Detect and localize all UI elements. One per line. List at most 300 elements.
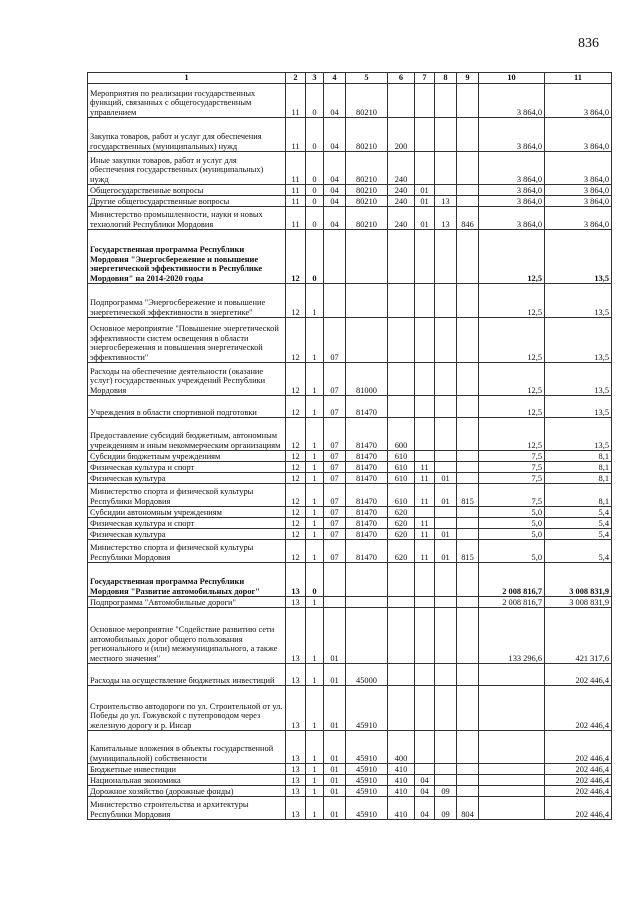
header-col-11: 11 — [545, 73, 612, 84]
ministry-code-cell — [457, 786, 479, 797]
program-code-cell: 12 — [286, 318, 306, 363]
amount-2019-cell: 7,5 — [479, 462, 545, 473]
amount-2020-cell: 8,1 — [545, 484, 612, 507]
program-code-cell: 13 — [286, 597, 306, 608]
activity-code-cell: 07 — [324, 396, 346, 418]
ministry-code-cell — [457, 775, 479, 786]
expense-type-cell — [388, 664, 415, 686]
subsection-cell — [435, 563, 457, 597]
activity-code-cell: 01 — [324, 764, 346, 775]
activity-code-cell — [324, 284, 346, 318]
subsection-cell — [435, 775, 457, 786]
header-col-8: 8 — [435, 73, 457, 84]
table-row — [88, 664, 612, 686]
subprogram-code-cell: 0 — [306, 118, 324, 152]
table-row — [88, 418, 612, 451]
header-row — [88, 73, 612, 84]
table-row — [88, 731, 612, 764]
subsection-cell — [435, 418, 457, 451]
expense-type-cell — [388, 597, 415, 608]
subprogram-code-cell: 1 — [306, 418, 324, 451]
section-cell: 11 — [415, 462, 435, 473]
amount-2020-cell: 3 864,0 — [545, 152, 612, 185]
amount-2020-cell: 5,4 — [545, 529, 612, 540]
amount-2019-cell — [479, 775, 545, 786]
expense-type-cell — [388, 284, 415, 318]
activity-code-cell: 07 — [324, 418, 346, 451]
section-cell: 04 — [415, 797, 435, 820]
subprogram-code-cell: 1 — [306, 608, 324, 664]
expense-type-cell: 410 — [388, 775, 415, 786]
subprogram-code-cell: 1 — [306, 451, 324, 462]
program-code-cell: 12 — [286, 363, 306, 396]
item-name-cell: Физическая культура и спорт — [88, 462, 286, 473]
subprogram-code-cell: 1 — [306, 786, 324, 797]
section-cell: 01 — [415, 185, 435, 196]
section-cell — [415, 396, 435, 418]
direction-code-cell — [346, 318, 388, 363]
amount-2020-cell: 13,5 — [545, 363, 612, 396]
subsection-cell: 09 — [435, 786, 457, 797]
ministry-code-cell — [457, 318, 479, 363]
subsection-cell: 09 — [435, 797, 457, 820]
activity-code-cell: 01 — [324, 664, 346, 686]
direction-code-cell: 45910 — [346, 686, 388, 731]
section-cell — [415, 597, 435, 608]
table-row — [88, 396, 612, 418]
expense-type-cell: 410 — [388, 797, 415, 820]
section-cell: 04 — [415, 786, 435, 797]
section-cell: 01 — [415, 207, 435, 230]
item-name-cell: Подпрограмма "Энергосбережение и повышение энергетической эффективности в энергетике" — [88, 284, 286, 318]
direction-code-cell: 45910 — [346, 786, 388, 797]
section-cell — [415, 731, 435, 764]
amount-2019-cell: 133 296,6 — [479, 608, 545, 664]
table-row — [88, 518, 612, 529]
amount-2019-cell: 12,5 — [479, 230, 545, 284]
table-row — [88, 84, 612, 118]
amount-2020-cell: 13,5 — [545, 318, 612, 363]
table-row — [88, 563, 612, 597]
subprogram-code-cell: 0 — [306, 563, 324, 597]
table-row — [88, 608, 612, 664]
item-name-cell: Основное мероприятие "Повышение энергетической эффективности систем освещения в области энергосбережения и повышения энергетической эффективности" — [88, 318, 286, 363]
ministry-code-cell — [457, 529, 479, 540]
amount-2019-cell: 3 864,0 — [479, 118, 545, 152]
amount-2019-cell: 5,0 — [479, 540, 545, 563]
ministry-code-cell — [457, 664, 479, 686]
item-name-cell: Строительство автодороги по ул. Строительной от ул. Победы до ул. Гожувской с путепроводом через железную дорогу и р. Инсар — [88, 686, 286, 731]
expense-type-cell: 410 — [388, 786, 415, 797]
direction-code-cell: 80210 — [346, 185, 388, 196]
amount-2019-cell: 12,5 — [479, 396, 545, 418]
item-name-cell: Основное мероприятие "Содействие развитию сети автомобильных дорог общего пользования регионального и (или) межмуниципального, а также местного значения" — [88, 608, 286, 664]
direction-code-cell: 45910 — [346, 775, 388, 786]
ministry-code-cell — [457, 686, 479, 731]
activity-code-cell: 04 — [324, 118, 346, 152]
direction-code-cell: 80210 — [346, 196, 388, 207]
subsection-cell — [435, 664, 457, 686]
ministry-code-cell — [457, 473, 479, 484]
subprogram-code-cell: 0 — [306, 84, 324, 118]
subsection-cell — [435, 764, 457, 775]
section-cell: 01 — [415, 196, 435, 207]
item-name-cell: Другие общегосударственные вопросы — [88, 196, 286, 207]
amount-2020-cell: 8,1 — [545, 451, 612, 462]
expense-type-cell: 620 — [388, 518, 415, 529]
ministry-code-cell — [457, 518, 479, 529]
ministry-code-cell — [457, 597, 479, 608]
item-name-cell: Расходы на осуществление бюджетных инвестиций — [88, 664, 286, 686]
subsection-cell — [435, 363, 457, 396]
table-row — [88, 484, 612, 507]
subprogram-code-cell: 1 — [306, 529, 324, 540]
expense-type-cell: 200 — [388, 118, 415, 152]
amount-2019-cell: 7,5 — [479, 473, 545, 484]
expense-type-cell — [388, 686, 415, 731]
header-col-4: 4 — [324, 73, 346, 84]
item-name-cell: Государственная программа Республики Мордовия "Энергосбережение и повышение энергетической эффективности в Республике Мордовия" на 2014-2020 годы — [88, 230, 286, 284]
program-code-cell: 12 — [286, 230, 306, 284]
subsection-cell — [435, 686, 457, 731]
activity-code-cell: 07 — [324, 318, 346, 363]
expense-type-cell — [388, 563, 415, 597]
section-cell — [415, 284, 435, 318]
subsection-cell — [435, 318, 457, 363]
table-row — [88, 318, 612, 363]
subsection-cell — [435, 462, 457, 473]
expense-type-cell: 610 — [388, 451, 415, 462]
ministry-code-cell — [457, 284, 479, 318]
amount-2020-cell: 8,1 — [545, 462, 612, 473]
amount-2020-cell: 3 864,0 — [545, 84, 612, 118]
expense-type-cell: 620 — [388, 507, 415, 518]
subsection-cell — [435, 608, 457, 664]
amount-2020-cell: 5,4 — [545, 540, 612, 563]
subsection-cell — [435, 451, 457, 462]
item-name-cell: Физическая культура и спорт — [88, 518, 286, 529]
activity-code-cell: 07 — [324, 363, 346, 396]
subsection-cell — [435, 152, 457, 185]
subsection-cell — [435, 118, 457, 152]
program-code-cell: 11 — [286, 196, 306, 207]
ministry-code-cell — [457, 418, 479, 451]
program-code-cell: 11 — [286, 118, 306, 152]
direction-code-cell: 81470 — [346, 473, 388, 484]
section-cell — [415, 418, 435, 451]
activity-code-cell: 07 — [324, 540, 346, 563]
amount-2020-cell: 5,4 — [545, 507, 612, 518]
item-name-cell: Общегосударственные вопросы — [88, 185, 286, 196]
direction-code-cell: 81470 — [346, 451, 388, 462]
item-name-cell: Национальная экономика — [88, 775, 286, 786]
activity-code-cell: 01 — [324, 686, 346, 731]
expense-type-cell: 240 — [388, 196, 415, 207]
program-code-cell: 12 — [286, 540, 306, 563]
subsection-cell: 01 — [435, 484, 457, 507]
direction-code-cell: 81470 — [346, 462, 388, 473]
ministry-code-cell — [457, 84, 479, 118]
table-row — [88, 473, 612, 484]
direction-code-cell — [346, 284, 388, 318]
subprogram-code-cell: 1 — [306, 775, 324, 786]
section-cell: 11 — [415, 529, 435, 540]
activity-code-cell: 07 — [324, 462, 346, 473]
subprogram-code-cell: 0 — [306, 196, 324, 207]
direction-code-cell — [346, 563, 388, 597]
section-cell: 11 — [415, 540, 435, 563]
program-code-cell: 13 — [286, 686, 306, 731]
section-cell — [415, 664, 435, 686]
program-code-cell: 13 — [286, 664, 306, 686]
activity-code-cell: 01 — [324, 731, 346, 764]
expense-type-cell: 610 — [388, 473, 415, 484]
activity-code-cell: 07 — [324, 484, 346, 507]
subprogram-code-cell: 0 — [306, 152, 324, 185]
subprogram-code-cell: 1 — [306, 518, 324, 529]
section-cell: 04 — [415, 775, 435, 786]
header-col-1: 1 — [88, 73, 286, 84]
subprogram-code-cell: 1 — [306, 597, 324, 608]
subprogram-code-cell: 0 — [306, 230, 324, 284]
amount-2020-cell: 202 446,4 — [545, 686, 612, 731]
item-name-cell: Расходы на обеспечение деятельности (оказание услуг) государственных учреждений Республики Мордовия — [88, 363, 286, 396]
activity-code-cell: 04 — [324, 84, 346, 118]
amount-2020-cell: 202 446,4 — [545, 731, 612, 764]
amount-2019-cell: 3 864,0 — [479, 207, 545, 230]
program-code-cell: 11 — [286, 152, 306, 185]
section-cell — [415, 563, 435, 597]
direction-code-cell: 45000 — [346, 664, 388, 686]
activity-code-cell: 04 — [324, 152, 346, 185]
program-code-cell: 13 — [286, 775, 306, 786]
ministry-code-cell — [457, 507, 479, 518]
direction-code-cell: 81470 — [346, 518, 388, 529]
amount-2019-cell: 12,5 — [479, 318, 545, 363]
expense-type-cell — [388, 230, 415, 284]
amount-2019-cell: 3 864,0 — [479, 84, 545, 118]
activity-code-cell: 01 — [324, 775, 346, 786]
section-cell: 11 — [415, 484, 435, 507]
item-name-cell: Предоставление субсидий бюджетным, автономным учреждениям и иным некоммерческим организациям — [88, 418, 286, 451]
program-code-cell: 13 — [286, 786, 306, 797]
amount-2019-cell: 3 864,0 — [479, 196, 545, 207]
program-code-cell: 13 — [286, 797, 306, 820]
amount-2019-cell — [479, 786, 545, 797]
ministry-code-cell — [457, 608, 479, 664]
amount-2019-cell — [479, 731, 545, 764]
subprogram-code-cell: 1 — [306, 764, 324, 775]
ministry-code-cell — [457, 563, 479, 597]
subprogram-code-cell: 1 — [306, 363, 324, 396]
subprogram-code-cell: 1 — [306, 540, 324, 563]
header-col-2: 2 — [286, 73, 306, 84]
subprogram-code-cell: 1 — [306, 507, 324, 518]
section-cell: 11 — [415, 473, 435, 484]
item-name-cell: Мероприятия по реализации государственных функций, связанных с общегосударственным управлением — [88, 84, 286, 118]
amount-2019-cell: 7,5 — [479, 484, 545, 507]
amount-2020-cell: 202 446,4 — [545, 786, 612, 797]
table-row — [88, 152, 612, 185]
expense-type-cell: 610 — [388, 484, 415, 507]
activity-code-cell: 07 — [324, 518, 346, 529]
item-name-cell: Министерство промышленности, науки и новых технологий Республики Мордовия — [88, 207, 286, 230]
subsection-cell — [435, 284, 457, 318]
amount-2020-cell: 421 317,6 — [545, 608, 612, 664]
subprogram-code-cell: 0 — [306, 185, 324, 196]
ministry-code-cell: 815 — [457, 540, 479, 563]
activity-code-cell: 04 — [324, 185, 346, 196]
direction-code-cell: 81470 — [346, 418, 388, 451]
table-row — [88, 775, 612, 786]
expense-type-cell: 240 — [388, 152, 415, 185]
item-name-cell: Физическая культура — [88, 529, 286, 540]
section-cell — [415, 764, 435, 775]
direction-code-cell — [346, 597, 388, 608]
table-row — [88, 540, 612, 563]
amount-2019-cell: 7,5 — [479, 451, 545, 462]
subprogram-code-cell: 1 — [306, 396, 324, 418]
activity-code-cell: 01 — [324, 786, 346, 797]
program-code-cell: 13 — [286, 563, 306, 597]
amount-2019-cell — [479, 764, 545, 775]
amount-2020-cell: 8,1 — [545, 473, 612, 484]
table-row — [88, 230, 612, 284]
section-cell — [415, 152, 435, 185]
ministry-code-cell — [457, 462, 479, 473]
direction-code-cell: 81470 — [346, 396, 388, 418]
header-col-7: 7 — [415, 73, 435, 84]
subsection-cell — [435, 84, 457, 118]
program-code-cell: 12 — [286, 507, 306, 518]
section-cell: 11 — [415, 518, 435, 529]
ministry-code-cell — [457, 451, 479, 462]
table-row — [88, 118, 612, 152]
program-code-cell: 12 — [286, 396, 306, 418]
program-code-cell: 13 — [286, 731, 306, 764]
table-row — [88, 797, 612, 820]
expense-type-cell — [388, 608, 415, 664]
amount-2020-cell: 202 446,4 — [545, 797, 612, 820]
table-row — [88, 185, 612, 196]
ministry-code-cell — [457, 396, 479, 418]
program-code-cell: 13 — [286, 608, 306, 664]
activity-code-cell — [324, 597, 346, 608]
amount-2019-cell: 5,0 — [479, 529, 545, 540]
item-name-cell: Подпрограмма "Автомобильные дороги" — [88, 597, 286, 608]
direction-code-cell — [346, 230, 388, 284]
section-cell — [415, 507, 435, 518]
section-cell — [415, 118, 435, 152]
direction-code-cell: 45910 — [346, 731, 388, 764]
subsection-cell: 13 — [435, 196, 457, 207]
subsection-cell: 01 — [435, 473, 457, 484]
activity-code-cell: 04 — [324, 207, 346, 230]
ministry-code-cell — [457, 230, 479, 284]
expense-type-cell: 620 — [388, 540, 415, 563]
expense-type-cell — [388, 84, 415, 118]
subprogram-code-cell: 1 — [306, 473, 324, 484]
subprogram-code-cell: 1 — [306, 484, 324, 507]
amount-2019-cell: 5,0 — [479, 518, 545, 529]
direction-code-cell: 80210 — [346, 118, 388, 152]
amount-2020-cell: 13,5 — [545, 396, 612, 418]
table-row — [88, 363, 612, 396]
expense-type-cell — [388, 363, 415, 396]
subprogram-code-cell: 1 — [306, 462, 324, 473]
header-col-6: 6 — [388, 73, 415, 84]
subprogram-code-cell: 1 — [306, 797, 324, 820]
item-name-cell: Министерство спорта и физической культуры Республики Мордовия — [88, 484, 286, 507]
item-name-cell: Физическая культура — [88, 473, 286, 484]
section-cell — [415, 363, 435, 396]
header-col-10: 10 — [479, 73, 545, 84]
expense-type-cell: 410 — [388, 764, 415, 775]
budget-table — [87, 72, 612, 820]
subsection-cell — [435, 185, 457, 196]
direction-code-cell: 80210 — [346, 84, 388, 118]
subsection-cell — [435, 396, 457, 418]
program-code-cell: 11 — [286, 207, 306, 230]
program-code-cell: 12 — [286, 451, 306, 462]
ministry-code-cell: 846 — [457, 207, 479, 230]
amount-2019-cell: 5,0 — [479, 507, 545, 518]
amount-2020-cell: 202 446,4 — [545, 775, 612, 786]
item-name-cell: Государственная программа Республики Мордовия "Развитие автомобильных дорог" — [88, 563, 286, 597]
subsection-cell — [435, 507, 457, 518]
item-name-cell: Министерство строительства и архитектуры Республики Мордовия — [88, 797, 286, 820]
ministry-code-cell — [457, 196, 479, 207]
subsection-cell — [435, 597, 457, 608]
expense-type-cell: 620 — [388, 529, 415, 540]
table-row — [88, 529, 612, 540]
header-col-3: 3 — [306, 73, 324, 84]
header-col-5: 5 — [346, 73, 388, 84]
amount-2020-cell: 13,5 — [545, 230, 612, 284]
subsection-cell: 01 — [435, 540, 457, 563]
ministry-code-cell: 815 — [457, 484, 479, 507]
amount-2019-cell: 12,5 — [479, 363, 545, 396]
expense-type-cell: 240 — [388, 207, 415, 230]
direction-code-cell: 80210 — [346, 152, 388, 185]
subsection-cell: 01 — [435, 529, 457, 540]
amount-2019-cell — [479, 664, 545, 686]
amount-2020-cell: 3 864,0 — [545, 185, 612, 196]
ministry-code-cell — [457, 363, 479, 396]
expense-type-cell: 240 — [388, 185, 415, 196]
activity-code-cell: 01 — [324, 608, 346, 664]
amount-2020-cell: 3 864,0 — [545, 207, 612, 230]
ministry-code-cell — [457, 152, 479, 185]
amount-2020-cell: 3 008 831,9 — [545, 597, 612, 608]
activity-code-cell: 04 — [324, 196, 346, 207]
table-row — [88, 686, 612, 731]
program-code-cell: 12 — [286, 473, 306, 484]
program-code-cell: 13 — [286, 764, 306, 775]
program-code-cell: 12 — [286, 284, 306, 318]
subsection-cell: 13 — [435, 207, 457, 230]
direction-code-cell: 81470 — [346, 540, 388, 563]
table-row — [88, 764, 612, 775]
table-body — [88, 84, 612, 820]
program-code-cell: 12 — [286, 518, 306, 529]
ministry-code-cell — [457, 185, 479, 196]
item-name-cell: Министерство спорта и физической культуры Республики Мордовия — [88, 540, 286, 563]
table-row — [88, 597, 612, 608]
section-cell — [415, 318, 435, 363]
section-cell — [415, 230, 435, 284]
subprogram-code-cell: 1 — [306, 318, 324, 363]
